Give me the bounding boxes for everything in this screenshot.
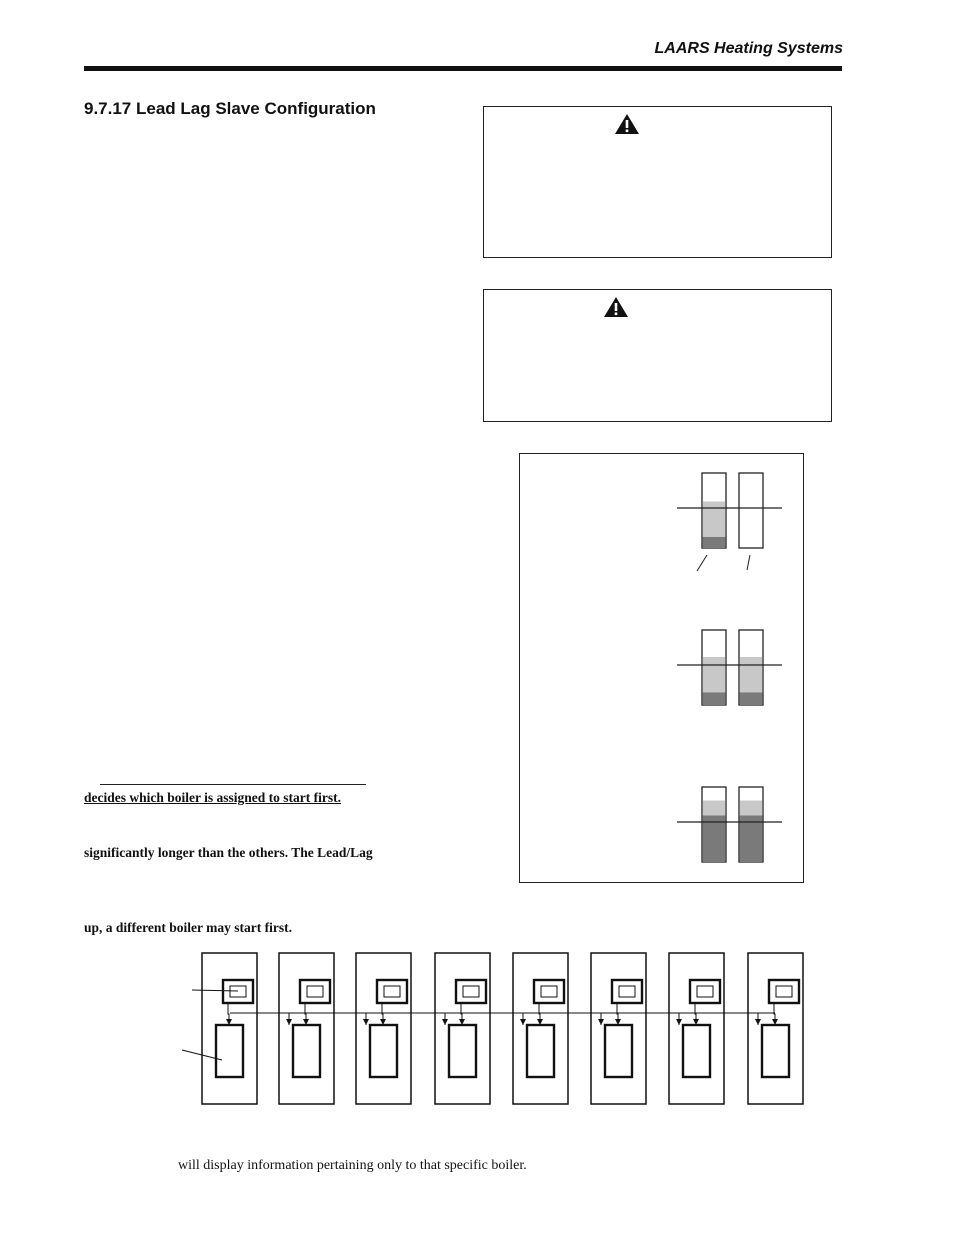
link-arrow — [772, 1019, 778, 1025]
level-pointer-line — [697, 555, 707, 571]
display-link — [774, 1003, 775, 1025]
link-arrow — [693, 1019, 699, 1025]
boiler-cabinet — [748, 953, 803, 1104]
display-link — [461, 1003, 462, 1025]
body-line-3: up, a different boiler may start first. — [84, 920, 292, 935]
leader-line-display — [192, 990, 238, 991]
control-module — [762, 1025, 789, 1077]
level-group-1 — [677, 473, 782, 571]
header-rule — [84, 66, 842, 71]
link-arrow — [615, 1019, 621, 1025]
brand-header: LAARS Heating Systems — [654, 40, 843, 57]
display-link — [617, 1003, 618, 1025]
display-link — [695, 1003, 696, 1025]
display-module — [456, 980, 486, 1003]
level-group-3 — [677, 787, 782, 862]
boiler-unit — [202, 953, 257, 1104]
section-title: 9.7.17 Lead Lag Slave Configuration — [84, 99, 376, 118]
level-fill-light — [703, 502, 726, 537]
boiler-unit — [513, 953, 568, 1104]
level-fill-light — [740, 657, 763, 692]
level-fill-light — [703, 801, 726, 816]
display-link — [539, 1003, 540, 1025]
body-line-1: decides which boiler is assigned to start first. — [84, 790, 341, 805]
warning-triangle-icon — [614, 113, 640, 135]
level-group-2 — [677, 630, 782, 705]
bus-arrow — [363, 1019, 369, 1025]
boiler-cabinet — [591, 953, 646, 1104]
display-screen — [463, 986, 479, 997]
footer-text: will display information pertaining only to that specific boiler. — [178, 1158, 527, 1173]
display-screen — [697, 986, 713, 997]
warning-box-1 — [483, 106, 832, 258]
body-line-2: significantly longer than the others. The Lead/Lag — [84, 845, 373, 860]
boiler-cabinet — [513, 953, 568, 1104]
level-fill-light — [740, 801, 763, 816]
display-screen — [541, 986, 557, 997]
boiler-cabinet — [669, 953, 724, 1104]
display-screen — [384, 986, 400, 997]
leader-line-control — [182, 1050, 222, 1060]
display-link — [382, 1003, 383, 1025]
control-module — [605, 1025, 632, 1077]
link-arrow — [459, 1019, 465, 1025]
boiler-unit — [356, 953, 411, 1104]
warning-triangle-icon — [603, 296, 629, 318]
bus-arrow — [442, 1019, 448, 1025]
boiler-cabinet — [356, 953, 411, 1104]
display-link — [228, 1003, 229, 1025]
bus-arrow — [520, 1019, 526, 1025]
display-module — [769, 980, 799, 1003]
boiler-cabinet — [435, 953, 490, 1104]
control-module — [527, 1025, 554, 1077]
display-screen — [619, 986, 635, 997]
display-module — [223, 980, 253, 1003]
text-underline-rule — [100, 784, 366, 785]
display-screen — [230, 986, 246, 997]
display-module — [612, 980, 642, 1003]
display-screen — [307, 986, 323, 997]
level-tank-right — [739, 473, 763, 548]
boiler-cabinet — [279, 953, 334, 1104]
level-fill-dark — [703, 537, 726, 548]
warning-box-2 — [483, 289, 832, 422]
boiler-unit — [669, 953, 724, 1104]
boiler-unit — [435, 953, 490, 1104]
display-screen — [776, 986, 792, 997]
link-arrow — [303, 1019, 309, 1025]
boiler-unit — [591, 953, 646, 1104]
display-module — [534, 980, 564, 1003]
control-module — [370, 1025, 397, 1077]
bus-arrow — [755, 1019, 761, 1025]
bus-arrow — [598, 1019, 604, 1025]
display-link — [305, 1003, 306, 1025]
level-diagram-panel — [519, 453, 804, 883]
link-arrow — [380, 1019, 386, 1025]
level-fill-dark — [740, 692, 763, 705]
control-module — [293, 1025, 320, 1077]
level-fill-light — [703, 657, 726, 692]
link-arrow — [537, 1019, 543, 1025]
link-arrow — [226, 1019, 232, 1025]
level-diagram — [520, 454, 803, 882]
display-module — [300, 980, 330, 1003]
boiler-unit — [748, 953, 803, 1104]
level-fill-dark — [703, 692, 726, 705]
display-module — [690, 980, 720, 1003]
boiler-unit — [279, 953, 334, 1104]
level-pointer-line — [747, 555, 750, 570]
bus-arrow — [676, 1019, 682, 1025]
display-module — [377, 980, 407, 1003]
boiler-cabinet — [202, 953, 257, 1104]
control-module — [449, 1025, 476, 1077]
bus-arrow — [286, 1019, 292, 1025]
control-module — [683, 1025, 710, 1077]
control-module — [216, 1025, 243, 1077]
